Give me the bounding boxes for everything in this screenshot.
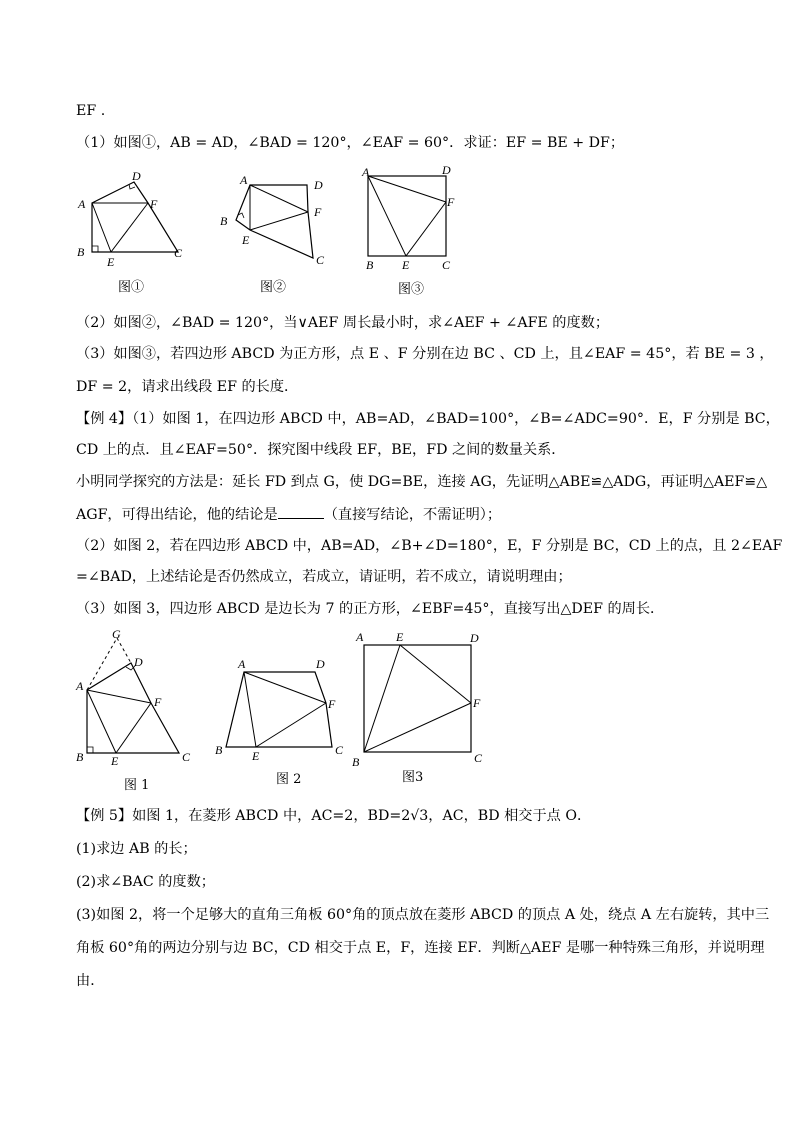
figure-1-circled: [70, 168, 200, 302]
label-A: A: [238, 657, 246, 671]
question-3-cont: DF = 2，请求出线段 EF 的长度．: [76, 379, 299, 395]
label-A: A: [78, 197, 86, 211]
label-D: D: [132, 169, 141, 183]
example-4-part-3: （3）如图 3，四边形 ABCD 是边长为 7 的正方形，∠EBF=45°，直接写出△DEF 的周长．: [76, 601, 665, 617]
conclusion-text: AGF，可得出结论，他的结论是: [76, 507, 278, 523]
figure-caption: 图③: [398, 282, 425, 297]
figure-3: [350, 626, 500, 785]
example-5-part-2: (2)求∠BAC 的度数；: [76, 874, 215, 890]
figure-3-circled: [356, 162, 476, 296]
example-4-part-2-cont: =∠BAD，上述结论是否仍然成立，若成立，请证明，若不成立，请说明理由；: [76, 569, 572, 585]
label-A: A: [240, 173, 248, 187]
label-D: D: [134, 655, 143, 669]
label-B: B: [220, 214, 228, 228]
example-4-title: 【例 4】（1）如图 1，在四边形 ABCD 中，AB=AD，∠BAD=100°，∠B=∠ADC=90°．E，F 分别是 BC，: [76, 411, 780, 427]
label-E: E: [107, 255, 115, 269]
label-D: D: [314, 178, 323, 192]
answer-blank: [278, 504, 324, 519]
label-D: D: [316, 657, 325, 671]
label-C: C: [174, 246, 183, 260]
label-C: C: [442, 258, 451, 272]
instruction-text: （直接写结论，不需证明）；: [323, 507, 502, 523]
label-E: E: [111, 754, 119, 768]
label-E: E: [252, 749, 260, 763]
label-C: C: [335, 743, 344, 757]
label-E: E: [402, 258, 410, 272]
label-B: B: [215, 743, 223, 757]
label-B: B: [77, 245, 85, 259]
example-5-title: 【例 5】如图 1，在菱形 ABCD 中，AC=2，BD=2√3，AC，BD 相交于点 O．: [76, 808, 592, 824]
example-5-part-3-end: 由．: [76, 973, 105, 989]
question-2: （2）如图②，∠BAD = 120°，当∨AEF 周长最小时，求∠AEF + ∠AFE 的度数；: [76, 315, 610, 331]
label-D: D: [470, 631, 479, 645]
label-A: A: [356, 630, 364, 644]
label-F: F: [473, 696, 481, 710]
example-4-line-3: 小明同学探究的方法是：延长 FD 到点 G，使 DG=BE，连接 AG，先证明△ABE≌△ADG，再证明△AEF≌△: [76, 474, 768, 490]
example-4-part-2: （2）如图 2，若在四边形 ABCD 中，AB=AD，∠B+∠D=180°，E，F 分别是 BC，CD 上的点，且 2∠EAF: [76, 538, 783, 554]
question-1: （1）如图①，AB = AD，∠BAD = 120°，∠EAF = 60°．求证：EF = BE + DF；: [76, 135, 625, 151]
figure-2: [210, 650, 350, 787]
label-B: B: [366, 258, 374, 272]
example-5-part-1: (1)求边 AB 的长；: [76, 841, 197, 857]
question-3: （3）如图③，若四边形 ABCD 为正方形，点 E 、F 分别在边 BC 、CD 上，且∠EAF = 45°，若 BE = 3 ，: [76, 346, 774, 362]
figure-caption: 图3: [402, 770, 424, 785]
label-E: E: [242, 233, 250, 247]
label-G: G: [112, 627, 121, 641]
label-A: A: [76, 679, 84, 693]
example-4-line-2: CD 上的点．且∠EAF=50°．探究图中线段 EF，BE，FD 之间的数量关系．: [76, 442, 566, 458]
label-F: F: [154, 695, 162, 709]
label-C: C: [316, 253, 325, 267]
example-4-line-4: [76, 504, 501, 525]
figure-caption: 图 1: [124, 778, 150, 793]
label-F: F: [447, 195, 455, 209]
label-B: B: [352, 755, 360, 769]
figure-caption: 图②: [260, 280, 287, 295]
figure-caption: 图①: [118, 280, 145, 295]
label-F: F: [328, 697, 336, 711]
figure-1: [70, 626, 200, 793]
figure-2-circled: [214, 168, 334, 302]
line-ef: EF .: [76, 103, 106, 119]
label-C: C: [474, 751, 483, 765]
label-A: A: [362, 165, 370, 179]
example-5-part-3: (3)如图 2，将一个足够大的直角三角板 60°角的顶点放在菱形 ABCD 的顶点 A 处，绕点 A 左右旋转，其中三: [76, 907, 770, 923]
label-E: E: [396, 630, 404, 644]
label-F: F: [150, 197, 158, 211]
label-C: C: [182, 750, 191, 764]
label-B: B: [76, 750, 84, 764]
figure-caption: 图 2: [276, 772, 302, 787]
example-5-part-3-cont: 角板 60°角的两边分别与边 BC，CD 相交于点 E，F，连接 EF．判断△AEF 是哪一种特殊三角形，并说明理: [76, 940, 765, 956]
label-F: F: [314, 205, 322, 219]
label-D: D: [442, 163, 451, 177]
